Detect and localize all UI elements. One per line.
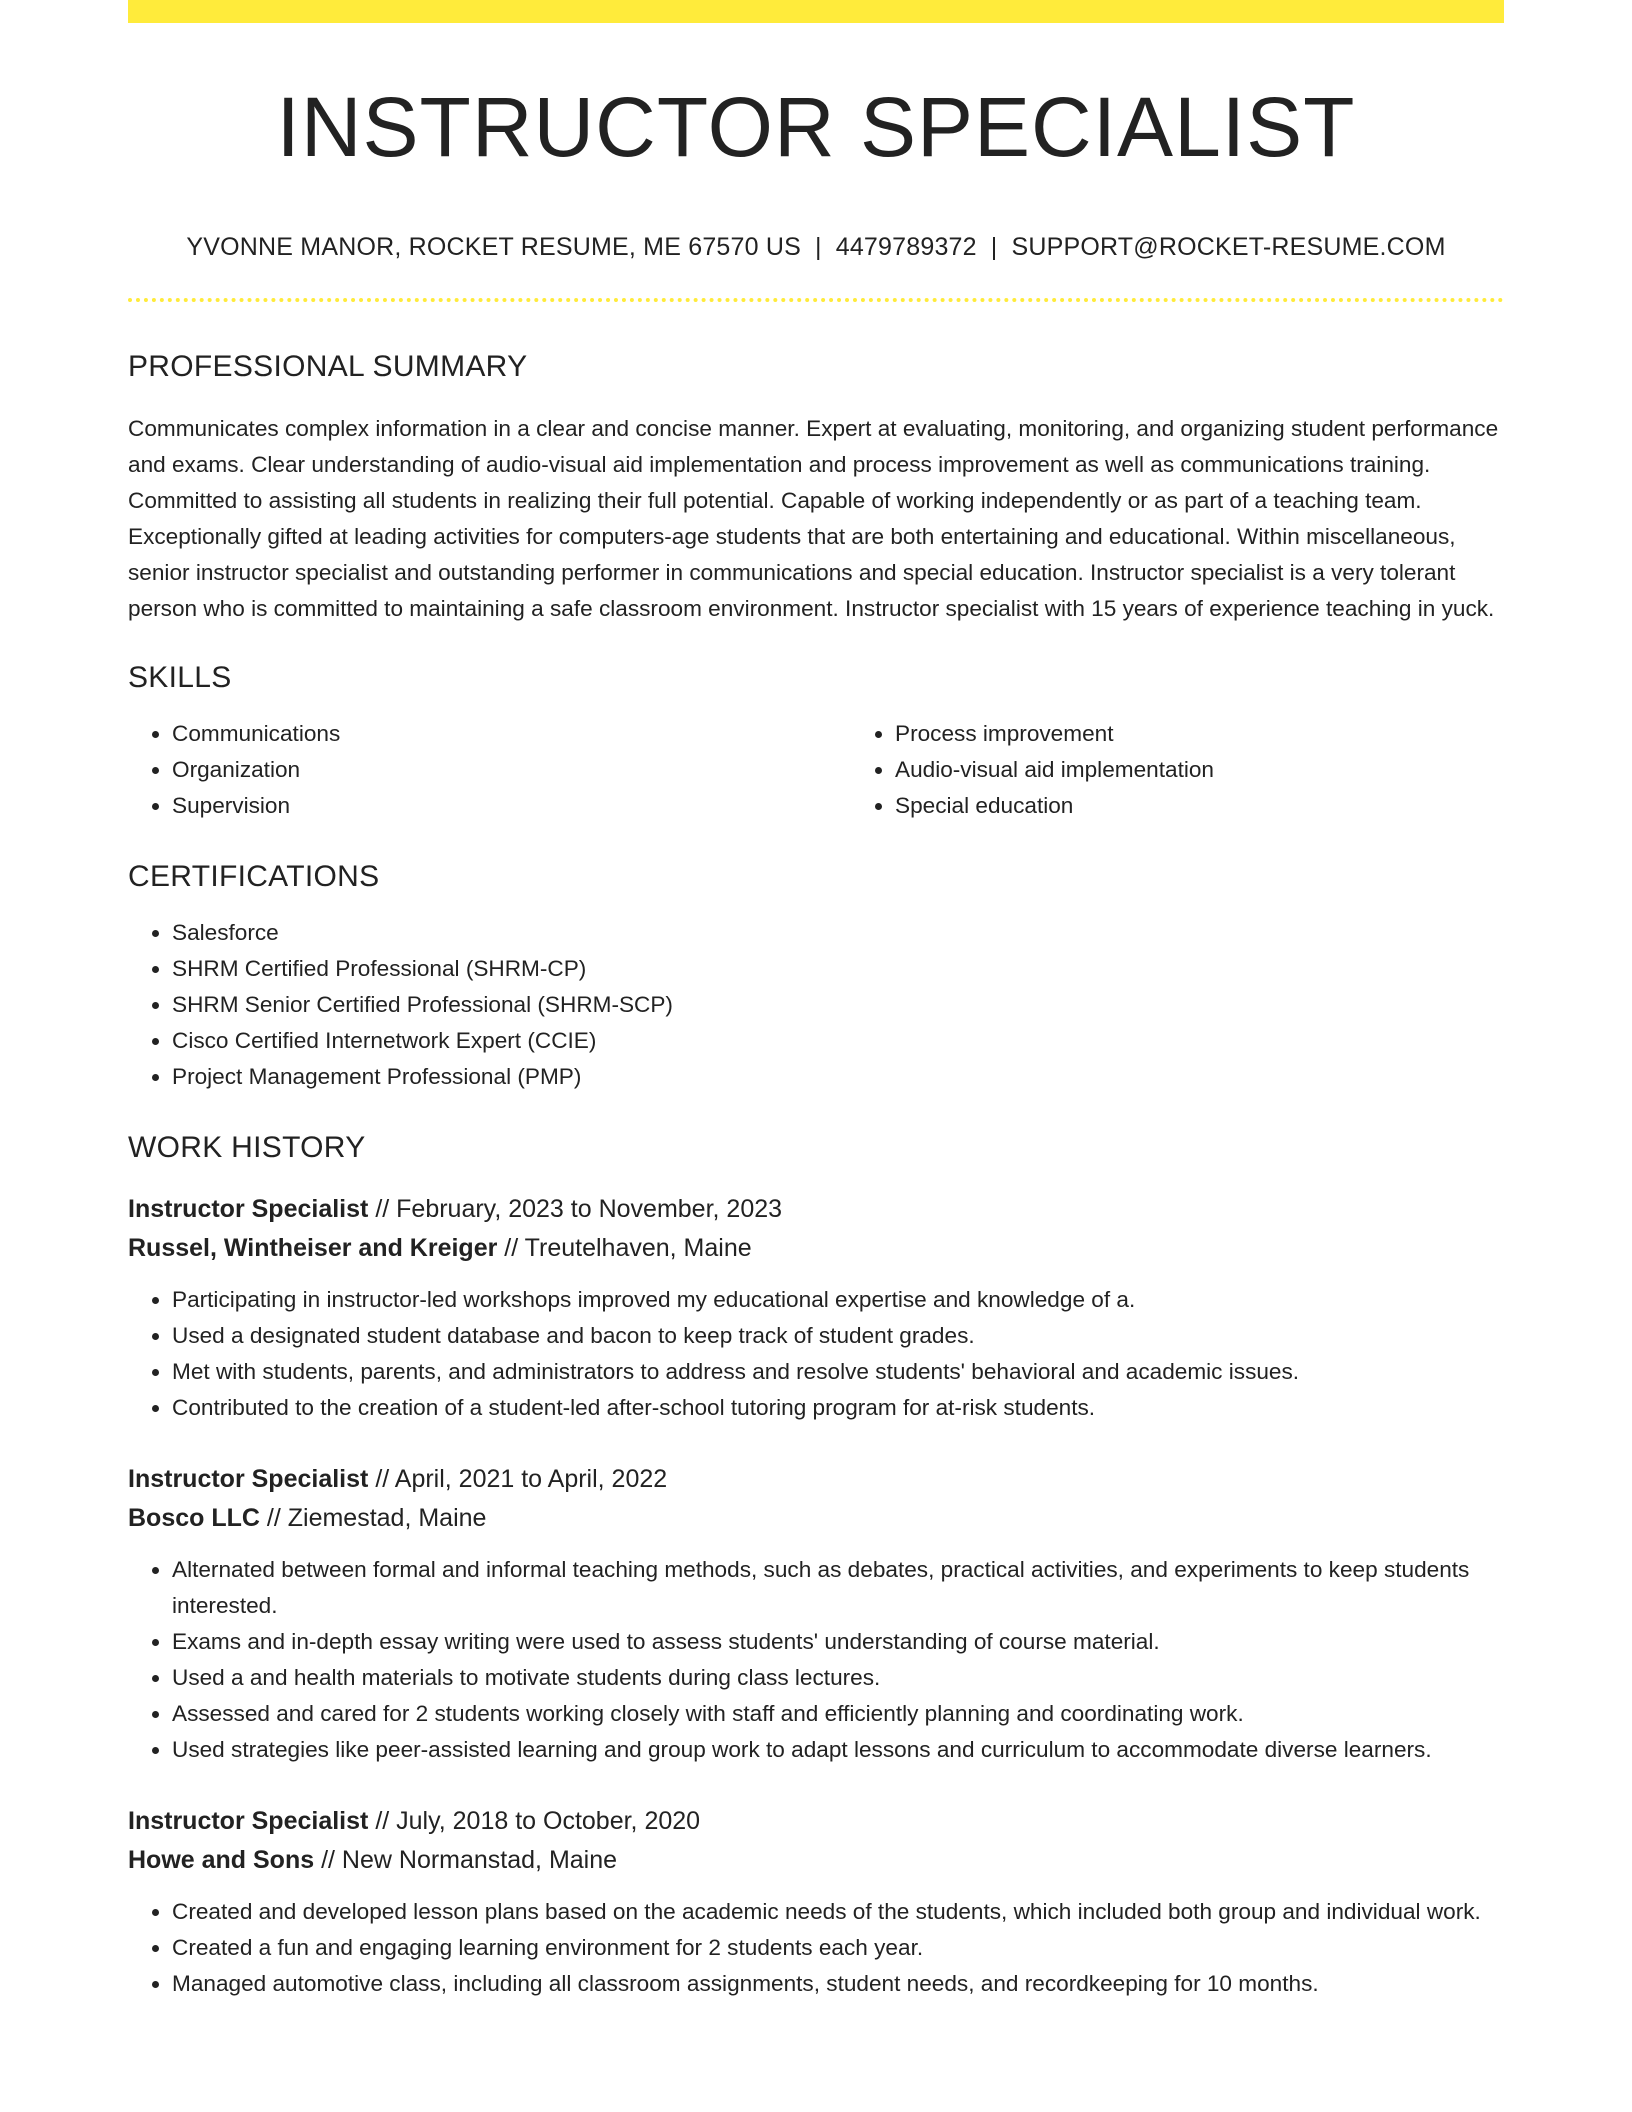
job-dates: // July, 2018 to October, 2020 (375, 1807, 701, 1835)
skill-item: • Supervision (172, 788, 851, 824)
contact-address: YVONNE MANOR, ROCKET RESUME, ME 67570 US (186, 233, 802, 261)
job-company-line (128, 1841, 1504, 1880)
summary-heading: PROFESSIONAL SUMMARY (128, 350, 528, 383)
contact-email[interactable]: SUPPORT@ROCKET-RESUME.COM (1011, 233, 1446, 261)
contact-line (128, 235, 1504, 260)
skill-item: • Process improvement (895, 716, 1574, 752)
skill-item: • Special education (895, 788, 1574, 824)
job-bullet: • Met with students, parents, and administrators to address and resolve students' behavioral and academic issues. (172, 1354, 1504, 1390)
job-dates: // April, 2021 to April, 2022 (375, 1465, 668, 1493)
job-role: Instructor Specialist (128, 1807, 369, 1835)
job-bullet: • Created and developed lesson plans based on the academic needs of the students, which included both group and individual work. (172, 1894, 1504, 1930)
certification-item: • Cisco Certified Internetwork Expert (CCIE) (172, 1023, 1504, 1059)
job-entry (128, 1190, 1504, 1426)
job-bullet: • Assessed and cared for 2 students working closely with staff and efficiently planning and coordinating work. (172, 1696, 1504, 1732)
job-company: Russel, Wintheiser and Kreiger (128, 1234, 498, 1262)
summary-text: Communicates complex information in a clear and concise manner. Expert at evaluating, monitoring, and organizing student performance and exams. Clear understanding of audio-visual aid implementation and process improvement as well as communications training. Committed to assisting all students in realizing their full potential. Capable of working independently or as part of a teaching team. Exceptionally gifted at leading activities for computers-age students that are both entertaining and educational. Within miscellaneous, senior instructor specialist and outstanding performer in communications and special education. Instructor specialist is a very tolerant person who is committed to maintaining a safe classroom environment. Instructor specialist with 15 years of experience teaching in yuck. (128, 416, 1499, 621)
certification-item: • Project Management Professional (PMP) (172, 1059, 1504, 1095)
job-entry (128, 1460, 1504, 1768)
job-title-line (128, 1460, 1504, 1499)
job-company: Bosco LLC (128, 1504, 260, 1532)
job-title-line (128, 1190, 1504, 1229)
job-entry (128, 1802, 1504, 2002)
certifications-list (128, 915, 1504, 1095)
job-bullet: • Contributed to the creation of a student-led after-school tutoring program for at-risk students. (172, 1390, 1504, 1426)
job-bullet: • Participating in instructor-led workshops improved my educational expertise and knowledge of a. (172, 1282, 1504, 1318)
resume-name: INSTRUCTOR SPECIALIST (276, 80, 1356, 174)
job-bullet: • Alternated between formal and informal teaching methods, such as debates, practical activities, and experiments to keep students interested. (172, 1552, 1504, 1624)
contact-separator: | (815, 233, 822, 261)
resume-page (128, 0, 1504, 2002)
job-bullet: • Created a fun and engaging learning environment for 2 students each year. (172, 1930, 1504, 1966)
certifications-heading: CERTIFICATIONS (128, 860, 380, 893)
skill-item: • Communications (172, 716, 851, 752)
job-title-line (128, 1802, 1504, 1841)
job-role: Instructor Specialist (128, 1195, 369, 1223)
job-dates: // February, 2023 to November, 2023 (375, 1195, 783, 1223)
job-company-line (128, 1229, 1504, 1268)
job-location: // Treutelhaven, Maine (504, 1234, 752, 1262)
certification-item: • SHRM Certified Professional (SHRM-CP) (172, 951, 1504, 987)
work-history-heading: WORK HISTORY (128, 1131, 366, 1164)
job-role: Instructor Specialist (128, 1465, 369, 1493)
skills-column-right (851, 716, 1574, 824)
job-bullets (128, 1552, 1504, 1768)
job-location: // New Normanstad, Maine (321, 1846, 618, 1874)
skills-heading: SKILLS (128, 661, 232, 694)
certification-item: • SHRM Senior Certified Professional (SHRM-SCP) (172, 987, 1504, 1023)
job-location: // Ziemestad, Maine (266, 1504, 487, 1532)
skill-item: • Audio-visual aid implementation (895, 752, 1574, 788)
certification-item: • Salesforce (172, 915, 1504, 951)
skill-item: • Organization (172, 752, 851, 788)
job-company-line (128, 1499, 1504, 1538)
job-company: Howe and Sons (128, 1846, 315, 1874)
job-bullets (128, 1282, 1504, 1426)
job-bullet: • Used strategies like peer-assisted learning and group work to adapt lessons and curriculum to accommodate diverse learners. (172, 1732, 1504, 1768)
job-bullet: • Used a and health materials to motivate students during class lectures. (172, 1660, 1504, 1696)
skills-list (128, 716, 1504, 824)
dotted-divider (128, 298, 1504, 302)
job-bullet: • Managed automotive class, including all classroom assignments, student needs, and recordkeeping for 10 months. (172, 1966, 1504, 2002)
skills-column-left (128, 716, 851, 824)
accent-top-bar (128, 0, 1504, 23)
contact-separator: | (990, 233, 998, 261)
job-bullet: • Exams and in-depth essay writing were used to assess students' understanding of course material. (172, 1624, 1504, 1660)
job-bullet: • Used a designated student database and bacon to keep track of student grades. (172, 1318, 1504, 1354)
contact-phone[interactable]: 4479789372 (835, 233, 977, 261)
job-bullets (128, 1894, 1504, 2002)
